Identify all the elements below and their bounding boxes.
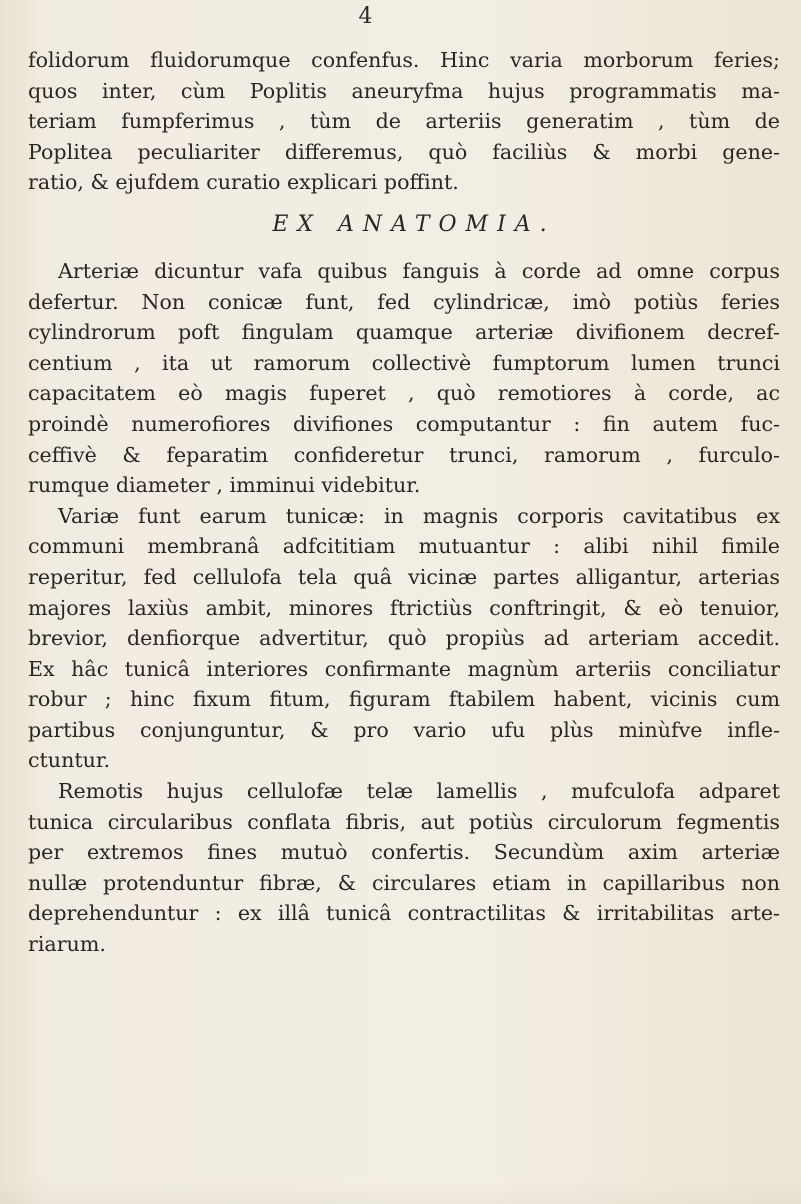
- text-line: teriam fumpferimus , tùm de arteriis generatim , tùm de: [28, 109, 780, 134]
- text-line: capacitatem eò magis fuperet , quò remotiores à corde, ac: [28, 381, 780, 406]
- text-line: quos inter, cùm Poplitis aneuryfma hujus programmatis ma-: [28, 78, 780, 103]
- page-text: [28, 45, 780, 960]
- text-line: communi membranâ adfcititiam mutuantur : alibi nihil fimile: [28, 534, 780, 559]
- text-line: Variæ funt earum tunicæ: in magnis corporis cavitatibus ex: [58, 503, 780, 528]
- text-line: partibus conjunguntur, & pro vario ufu plùs minùfve infle-: [28, 717, 780, 742]
- text-line: robur ; hinc fixum fitum, figuram ftabilem habent, vicinis cum: [28, 687, 780, 712]
- text-line: nullæ protenduntur fibræ, & circulares etiam in capillaribus non: [28, 870, 780, 895]
- text-line: Arteriæ dicuntur vafa quibus fanguis à corde ad omne corpus: [58, 258, 780, 283]
- text-line: Remotis hujus cellulofæ telæ lamellis , mufculofa adparet: [58, 779, 780, 804]
- text-line: tunica circularibus conflata fibris, aut potiùs circulorum fegmentis: [28, 809, 780, 834]
- text-line: reperitur, fed cellulofa tela quâ vicinæ partes alligantur, arterias: [28, 564, 780, 589]
- text-line: cylindrorum poft fingulam quamque arteriæ divifionem decref-: [28, 320, 780, 345]
- paragraph-muscular-tunic: [28, 776, 780, 960]
- text-line: Poplitea peculiariter differemus, quò faciliùs & morbi gene-: [28, 139, 780, 164]
- paper-shading: [0, 1180, 801, 1204]
- text-line: defertur. Non conicæ funt, fed cylindricæ, imò potiùs feries: [28, 289, 780, 314]
- text-line: deprehenduntur : ex illâ tunicâ contractilitas & irritabilitas arte-: [28, 901, 780, 926]
- text-line: per extremos fines mutuò confertis. Secundùm axim arteriæ: [28, 840, 780, 865]
- text-line: ratio, & ejufdem curatio explicari poffint.: [28, 170, 459, 195]
- text-line: majores laxiùs ambit, minores ftrictiùs conftringit, & eò tenuior,: [28, 595, 780, 620]
- text-line: Ex hâc tunicâ interiores confirmante magnùm arteriis conciliatur: [28, 656, 780, 681]
- text-line: ceffivè & feparatim confideretur trunci, ramorum , furculo-: [28, 442, 780, 467]
- text-line: proindè numerofiores divifiones computantur : fin autem fuc-: [28, 411, 780, 436]
- text-line: centium , ita ut ramorum collectivè fumptorum lumen trunci: [28, 350, 780, 375]
- text-line: rumque diameter , imminui videbitur.: [28, 473, 421, 498]
- paragraph-tunics: [28, 501, 780, 776]
- text-line: brevior, denfiorque advertitur, quò propiùs ad arteriam accedit.: [28, 626, 780, 651]
- page-number: 4: [358, 4, 373, 29]
- text-line: riarum.: [28, 932, 106, 957]
- paragraph-arteries: [28, 256, 780, 501]
- text-line: ctuntur.: [28, 748, 111, 773]
- section-heading: EX ANATOMIA.: [272, 211, 556, 237]
- text-line: folidorum fluidorumque confenfus. Hinc varia morborum feries;: [28, 48, 780, 72]
- paragraph-intro: [28, 45, 780, 198]
